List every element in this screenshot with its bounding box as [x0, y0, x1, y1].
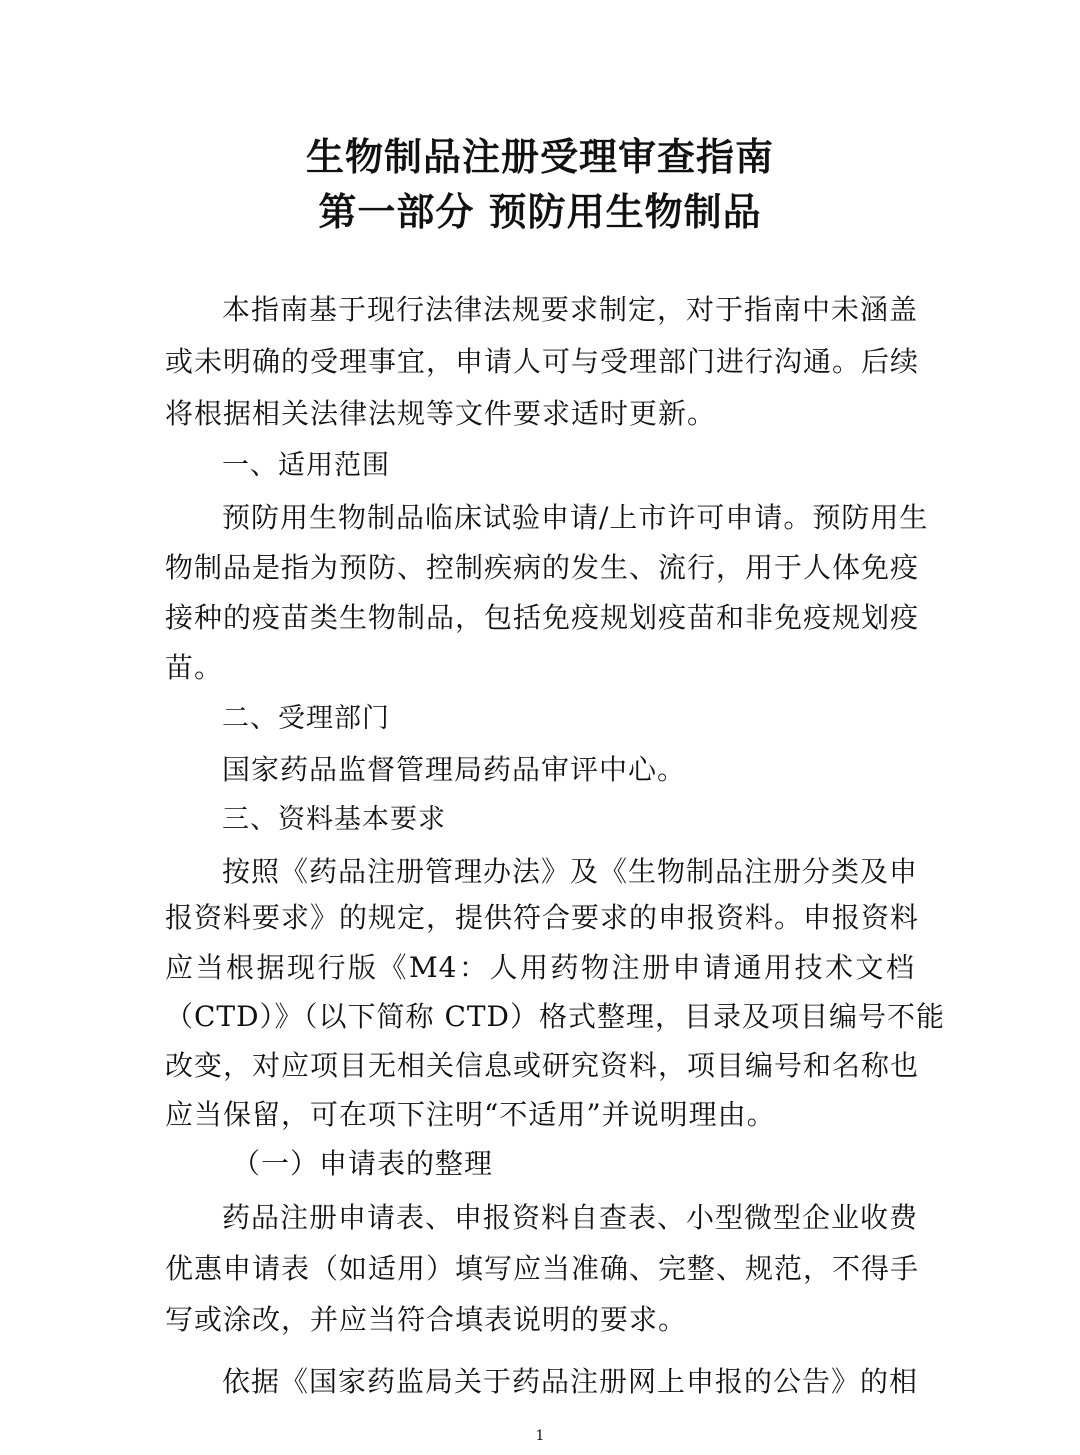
paragraph-line: 接种的疫苗类生物制品，包括免疫规划疫苗和非免疫规划疫: [165, 601, 920, 634]
paragraph-line: 应当根据现行版《M4：人用药物注册申请通用技术文档: [165, 951, 915, 984]
paragraph-line: 应当保留，可在项下注明“不适用”并说明理由。: [165, 1098, 776, 1131]
paragraph-line: 依据《国家药监局关于药品注册网上申报的公告》的相: [222, 1365, 919, 1398]
paragraph-line: 改变，对应项目无相关信息或研究资料，项目编号和名称也: [165, 1049, 920, 1082]
paragraph-line: 预防用生物制品临床试验申请/上市许可申请。预防用生: [222, 501, 929, 534]
document-subtitle: 第一部分 预防用生物制品: [318, 190, 762, 234]
paragraph-line: 苗。: [165, 651, 224, 684]
paragraph-line: 按照《药品注册管理办法》及《生物制品注册分类及申: [222, 855, 919, 888]
subsection-heading: （一）申请表的整理: [232, 1147, 494, 1180]
document-title: 生物制品注册受理审查指南: [305, 135, 774, 179]
paragraph-line: 国家药品监督管理局药品审评中心。: [222, 753, 687, 786]
page-number: 1: [535, 1428, 545, 1444]
paragraph-line: 报资料要求》的规定，提供符合要求的申报资料。申报资料: [165, 901, 920, 934]
paragraph-line: 物制品是指为预防、控制疾病的发生、流行，用于人体免疫: [165, 551, 920, 584]
paragraph-line: 优惠申请表（如适用）填写应当准确、完整、规范，不得手: [165, 1252, 920, 1285]
intro-line: 本指南基于现行法律法规要求制定，对于指南中未涵盖: [222, 293, 919, 326]
intro-line: 或未明确的受理事宜，申请人可与受理部门进行沟通。后续: [165, 345, 920, 378]
section-heading: 二、受理部门: [222, 703, 390, 734]
section-heading: 一、适用范围: [222, 450, 390, 481]
intro-line: 将根据相关法律法规等文件要求适时更新。: [165, 397, 717, 430]
paragraph-line: 写或涂改，并应当符合填表说明的要求。: [165, 1303, 688, 1336]
paragraph-line: （CTD）》（以下简称 CTD）格式整理，目录及项目编号不能: [165, 1000, 946, 1033]
section-heading: 三、资料基本要求: [222, 804, 446, 835]
paragraph-line: 药品注册申请表、申报资料自查表、小型微型企业收费: [222, 1201, 919, 1234]
